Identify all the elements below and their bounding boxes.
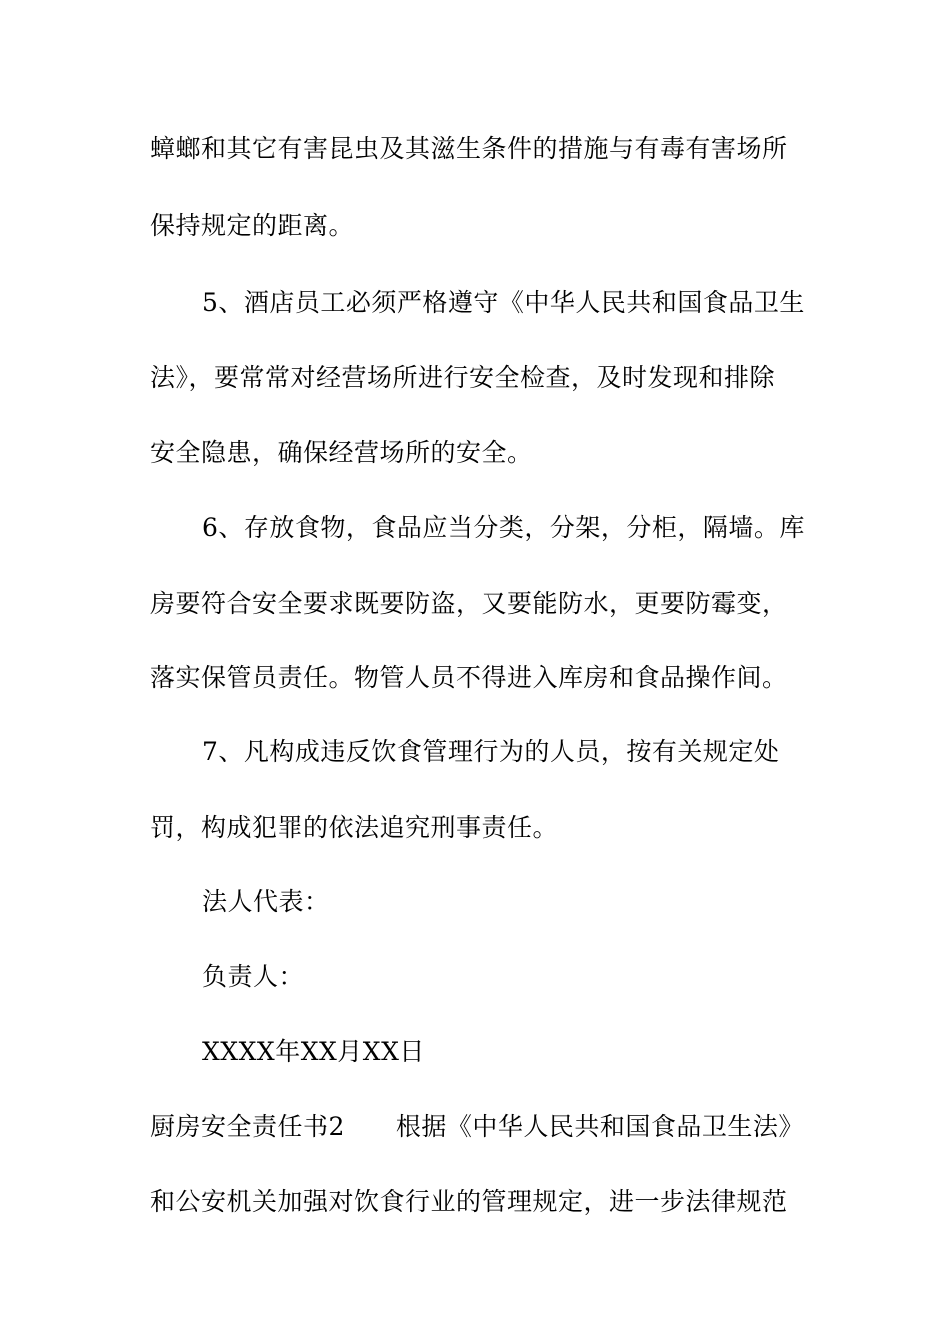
heading-responsibility-letter-2: 厨房安全责任书2 根据《中华人民共和国食品卫生法》	[150, 1112, 804, 1141]
responsible-person-label: 负责人：	[202, 962, 305, 991]
clause-6-line-1: 6、存放食物，食品应当分类，分架，分柜，隔墙。库	[202, 513, 805, 542]
text-line-1: 蟑螂和其它有害昆虫及其滋生条件的措施与有毒有害场所	[150, 134, 788, 163]
legal-representative-label: 法人代表：	[202, 887, 330, 916]
clause-6-line-2: 房要符合安全要求既要防盗，又要能防水，更要防霉变，	[150, 589, 788, 618]
clause-7-line-1: 7、凡构成违反饮食管理行为的人员，按有关规定处	[202, 737, 780, 766]
date-line: XXXX年XX月XX日	[202, 1037, 425, 1066]
clause-5-line-3: 安全隐患，确保经营场所的安全。	[150, 438, 533, 467]
text-line-2: 保持规定的距离。	[150, 211, 355, 240]
clause-5-line-2: 法》，要常常对经营场所进行安全检查，及时发现和排除	[150, 363, 776, 392]
clause-6-line-3: 落实保管员责任。物管人员不得进入库房和食品操作间。	[150, 663, 788, 692]
text-line-15: 和公安机关加强对饮食行业的管理规定，进一步法律规范	[150, 1187, 788, 1216]
clause-7-line-2: 罚，构成犯罪的依法追究刑事责任。	[150, 813, 559, 842]
clause-5-line-1: 5、酒店员工必须严格遵守《中华人民共和国食品卫生	[202, 288, 805, 317]
